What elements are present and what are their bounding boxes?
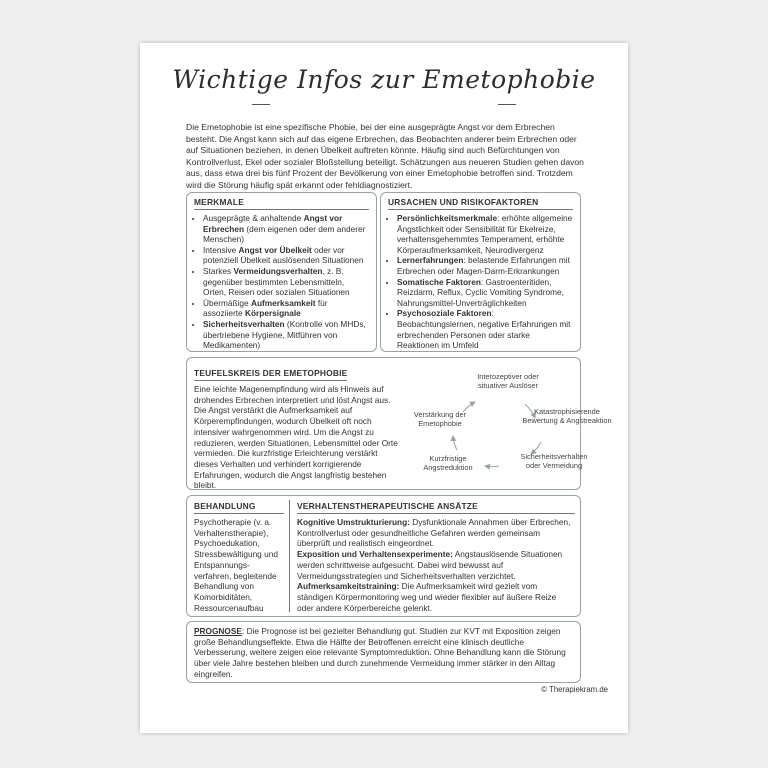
cycle-node-vermeidung: Sicherheitsverhalten oder Vermeidung [520, 452, 588, 470]
list-item: • Ausgeprägte & anhaltende Angst vor Erbrechen (dem eigenen oder dem anderer Menschen) [203, 213, 369, 245]
teufelskreis-box [186, 357, 612, 491]
behandlung-box [186, 495, 581, 617]
cycle-node-bewertung: Katastrophisierende Bewertung & Angstreaktion [522, 407, 612, 425]
list-item: • Psychosoziale Faktoren: Beobachtungslernen, negative Erfahrungen mit erbrechenden Personen oder starke Reaktionen im Umfeld [397, 308, 573, 350]
ursachen-heading: URSACHEN UND RISIKOFAKTOREN [388, 197, 573, 210]
vt-item: Aufmerksamkeitstraining: Die Aufmerksamkeit wird gezielt vom ständigen Körpermonitoring weg und wieder flexibler auf äußere Reize oder andere Körperbereiche gelenkt. [297, 581, 557, 613]
cycle-diagram [413, 370, 612, 485]
merkmale-list [194, 213, 369, 351]
teufelskreis-heading: TEUFELSKREIS DER EMETOPHOBIE [194, 368, 347, 381]
behandlung-text: Psychotherapie (v. a. Verhaltenstherapie), Psychoedukation, Stressbewältigung und Entspannungs-verfahren, begleitende Behandlung von Komorbiditäten, Ressourcenaufbau [194, 517, 278, 613]
column-divider [289, 500, 290, 612]
cycle-node-trigger: Interozeptiver oder situativer Auslöser [477, 372, 539, 390]
merkmale-box [186, 192, 377, 352]
merkmale-heading: MERKMALE [194, 197, 369, 210]
list-item: • Übermäßige Aufmerksamkeit für assoziierte Körpersignale [203, 298, 369, 319]
worksheet-page [140, 43, 628, 733]
list-item: • Intensive Angst vor Übelkeit oder vor potenziell Übelkeit auslösenden Situationen [203, 245, 369, 266]
vt-item: Kognitive Umstrukturierung: Dysfunktionale Annahmen über Erbrechen, Kontrollverlust oder gesundheitliche Gefahren werden gemeinsam überprüft und realistisch eingeordnet. [297, 517, 571, 549]
list-item: • Somatische Faktoren: Gastroenteritiden, Reizdarm, Reflux, Cyclic Vomiting Syndrome, Nahrungsmittel-Unverträglichkeiten [397, 277, 573, 309]
list-item: • Sicherheitsverhalten (Kontrolle von MHDs, übertriebene Hygiene, Mitführen von Medikamenten) [203, 319, 369, 351]
cycle-node-angstreduktion: Kurzfristige Angstreduktion [423, 454, 473, 472]
page-title: Wichtige Infos zur Emetophobie [172, 65, 596, 94]
list-item: • Persönlichkeitsmerkmale: erhöhte allgemeine Ängstlichkeit oder Sensibilität für Ekelreize, verhaltensgehemmtes Temperament, erhöhte Körperaufmerksamkeit, Neurodivergenz [397, 213, 573, 255]
intro-paragraph: Die Emetophobie ist eine spezifische Phobie, bei der eine ausgeprägte Angst vor dem Erbrechen besteht. Die Angst kann sich auf das eigene Erbrechen, das Beobachten anderer beim Erbrechen oder auf Situationen beziehen, in denen Übelkeit auftreten könnte. Häufig sind auch Befürchtungen von Kontrollverlust, Ekel oder sozialer Bloßstellung beteiligt. Schätzungen aus neueren Studien gehen davon aus, dass etwa drei bis fünf Prozent der Bevölkerung von einer Emetophobie betroffen sind. Trotzdem wird die Störung häufig spät erkannt oder fehldiagnostiziert. [186, 122, 584, 190]
title-underline-right [498, 104, 516, 105]
vt-column [297, 501, 575, 613]
teufelskreis-text: Eine leichte Magenempfindung wird als Hinweis auf drohendes Erbrechen interpretiert und löst Angst aus. Die Angst verstärkt die Aufmerksamkeit auf Körperempfindungen, wodurch Übelkeit oft noch intensiver wahrgenommen wird. Um die Angst zu reduzieren, werden Situationen, Lebensmittel oder Orte vermieden. Die kurzfristige Erleichterung verstärkt dieses Verhalten und verhindert korrigierende Erfahrungen, wodurch die Angst langfristig bestehen bleibt. [194, 384, 398, 491]
prognose-text: PROGNOSE: Die Prognose ist bei gezielter Behandlung gut. Studien zur KVT mit Exposition zeigen große Behandlungseffekte. Etwa die Hälfte der Betroffenen erreicht eine klinisch deutliche Verbesserung, weitere zeigen eine relevante Symptomreduktion. Ohne Behandlung kann die Störung über viele Jahre bestehen bleiben und durch zunehmende Vermeidung immer stärker in den Alltag eingreifen. [194, 626, 566, 679]
copyright: © Therapiekram.de [541, 685, 608, 694]
list-item: • Starkes Vermeidungsverhalten, z. B. gegenüber bestimmten Lebensmitteln, Orten, Reisen oder sozialen Situationen [203, 266, 369, 298]
ursachen-box [380, 192, 581, 352]
behandlung-column [194, 501, 284, 613]
vt-item: Exposition und Verhaltensexperimente: Angstauslösende Situationen werden schrittweise aufgesucht. Dabei wird bewusst auf Vermeidungsstrategien und Sicherheitsverhalten verzichtet. [297, 549, 563, 581]
prognose-label: PROGNOSE [194, 626, 242, 636]
vt-heading: VERHALTENSTHERAPEUTISCHE ANSÄTZE [297, 501, 575, 514]
prognose-box [186, 621, 581, 683]
cycle-node-verstaerkung: Verstärkung der Emetophobie [413, 410, 467, 428]
ursachen-list [388, 213, 573, 351]
list-item: • Lernerfahrungen: belastende Erfahrungen mit Erbrechen oder Magen-Darm-Erkrankungen [397, 255, 573, 276]
behandlung-heading: BEHANDLUNG [194, 501, 284, 514]
title-underline-left [252, 104, 270, 105]
